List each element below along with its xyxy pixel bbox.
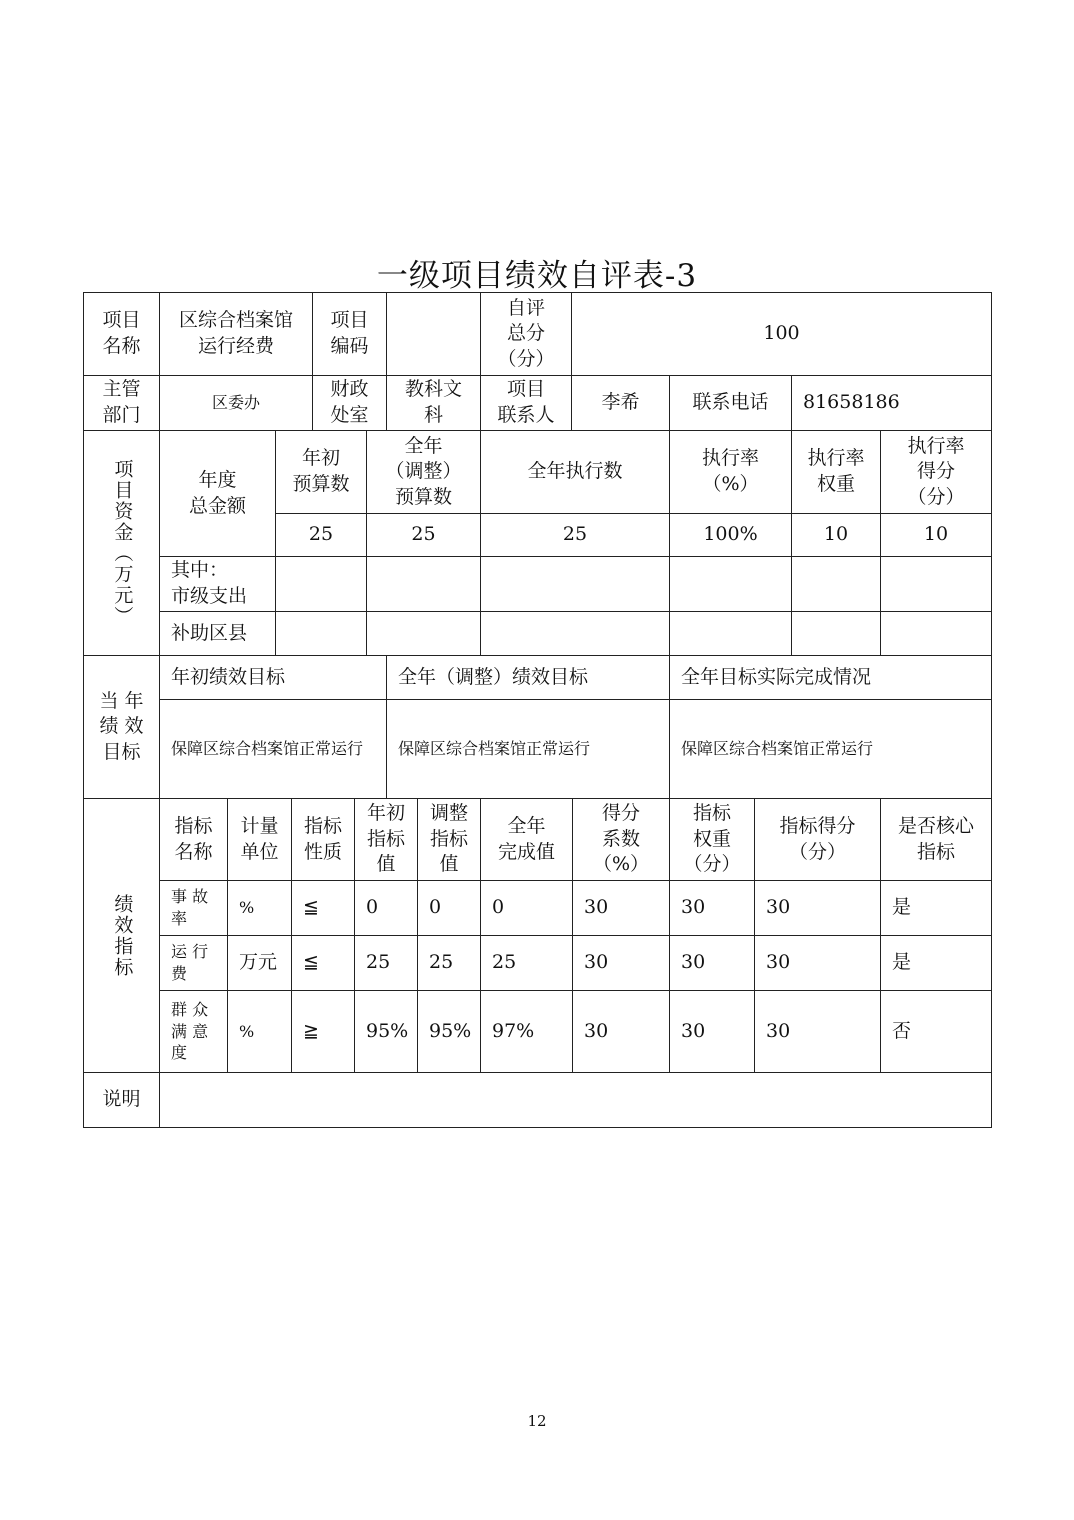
funds-city-cell	[791, 556, 881, 612]
funds-header-weight: 执行率 权重	[791, 430, 881, 514]
indicator-core: 是	[880, 880, 992, 936]
phone-value: 81658186	[791, 375, 992, 431]
indicator-initial-value: 0	[354, 880, 418, 936]
indicator-initial-value: 25	[354, 935, 418, 991]
indicator-unit: %	[227, 990, 292, 1073]
goals-value-adjusted: 保障区综合档案馆正常运行	[386, 699, 670, 799]
indicator-completed-value: 0	[480, 880, 573, 936]
funds-section-label: 项目资金（万元）	[83, 430, 160, 656]
indicator-header: 全年 完成值	[480, 798, 573, 881]
project-name-label: 项目 名称	[83, 292, 160, 376]
indicator-header: 指标得分 （分）	[754, 798, 881, 881]
page-number: 12	[527, 1412, 547, 1430]
indicator-header: 得分 系数 （%）	[572, 798, 670, 881]
funds-county-label: 补助区县	[159, 611, 276, 656]
funds-county-cell	[480, 611, 670, 656]
indicator-nature: ≧	[291, 990, 355, 1073]
self-score-value: 100	[571, 292, 992, 376]
goals-section-label: 当 年 绩 效 目标	[83, 655, 160, 799]
funds-value-initial: 25	[275, 513, 367, 557]
goals-value-actual: 保障区综合档案馆正常运行	[669, 699, 992, 799]
indicator-core: 否	[880, 990, 992, 1073]
project-code-value	[386, 292, 481, 376]
funds-header-adjusted: 全年 （调整） 预算数	[366, 430, 481, 514]
indicator-score-coef: 30	[572, 990, 670, 1073]
indicator-name: 群 众 满 意 度	[159, 990, 228, 1073]
indicator-name: 运 行 费	[159, 935, 228, 991]
indicator-adjusted-value: 95%	[417, 990, 481, 1073]
finance-office-value: 教科文 科	[386, 375, 481, 431]
funds-header-rate: 执行率 （%）	[669, 430, 792, 514]
indicator-initial-value: 95%	[354, 990, 418, 1073]
funds-city-cell	[669, 556, 792, 612]
indicator-weight: 30	[669, 935, 755, 991]
project-code-label: 项目 编码	[312, 292, 387, 376]
indicator-score: 30	[754, 880, 881, 936]
contact-value: 李希	[571, 375, 670, 431]
indicator-nature: ≦	[291, 880, 355, 936]
note-label: 说明	[83, 1072, 160, 1128]
evaluation-table	[83, 292, 992, 1128]
funds-city-label: 其中： 市级支出	[159, 556, 276, 612]
page-title: 一级项目绩效自评表-3	[376, 258, 698, 294]
indicator-header: 指标 性质	[291, 798, 355, 881]
contact-label: 项目 联系人	[480, 375, 572, 431]
funds-value-score: 10	[880, 513, 992, 557]
funds-city-cell	[480, 556, 670, 612]
indicator-completed-value: 25	[480, 935, 573, 991]
indicator-header: 年初 指标 值	[354, 798, 418, 881]
funds-county-cell	[669, 611, 792, 656]
funds-header-score: 执行率 得分 （分）	[880, 430, 992, 514]
finance-office-label: 财政 处室	[312, 375, 387, 431]
indicator-nature: ≦	[291, 935, 355, 991]
indicator-weight: 30	[669, 880, 755, 936]
goals-header-actual: 全年目标实际完成情况	[669, 655, 992, 700]
funds-county-cell	[791, 611, 881, 656]
funds-city-cell	[275, 556, 367, 612]
phone-label: 联系电话	[669, 375, 792, 431]
indicator-adjusted-value: 25	[417, 935, 481, 991]
dept-value: 区委办	[159, 375, 313, 431]
funds-value-rate: 100%	[669, 513, 792, 557]
indicator-score-coef: 30	[572, 935, 670, 991]
self-score-label: 自评 总分 （分）	[480, 292, 572, 376]
funds-city-cell	[366, 556, 481, 612]
indicator-score: 30	[754, 990, 881, 1073]
indicator-completed-value: 97%	[480, 990, 573, 1073]
indicator-header: 计量 单位	[227, 798, 292, 881]
project-name-value: 区综合档案馆 运行经费	[159, 292, 313, 376]
indicator-score: 30	[754, 935, 881, 991]
indicators-section-label: 绩效指标	[83, 798, 160, 1073]
funds-city-cell	[880, 556, 992, 612]
funds-header-executed: 全年执行数	[480, 430, 670, 514]
indicator-adjusted-value: 0	[417, 880, 481, 936]
note-value	[159, 1072, 992, 1128]
indicator-score-coef: 30	[572, 880, 670, 936]
funds-county-cell	[366, 611, 481, 656]
funds-value-weight: 10	[791, 513, 881, 557]
indicator-core: 是	[880, 935, 992, 991]
indicator-unit: %	[227, 880, 292, 936]
funds-value-executed: 25	[480, 513, 670, 557]
indicator-header: 是否核心 指标	[880, 798, 992, 881]
dept-label: 主管 部门	[83, 375, 160, 431]
goals-header-adjusted: 全年（调整）绩效目标	[386, 655, 670, 700]
indicator-header: 指标 名称	[159, 798, 228, 881]
funds-header-initial: 年初 预算数	[275, 430, 367, 514]
indicator-header: 指标 权重 （分）	[669, 798, 755, 881]
funds-county-cell	[275, 611, 367, 656]
indicator-name: 事 故 率	[159, 880, 228, 936]
indicator-header: 调整 指标 值	[417, 798, 481, 881]
funds-value-adjusted: 25	[366, 513, 481, 557]
indicator-unit: 万元	[227, 935, 292, 991]
funds-total-label: 年度 总金额	[159, 430, 276, 557]
goals-value-initial: 保障区综合档案馆正常运行	[159, 699, 387, 799]
funds-county-cell	[880, 611, 992, 656]
goals-header-initial: 年初绩效目标	[159, 655, 387, 700]
indicator-weight: 30	[669, 990, 755, 1073]
